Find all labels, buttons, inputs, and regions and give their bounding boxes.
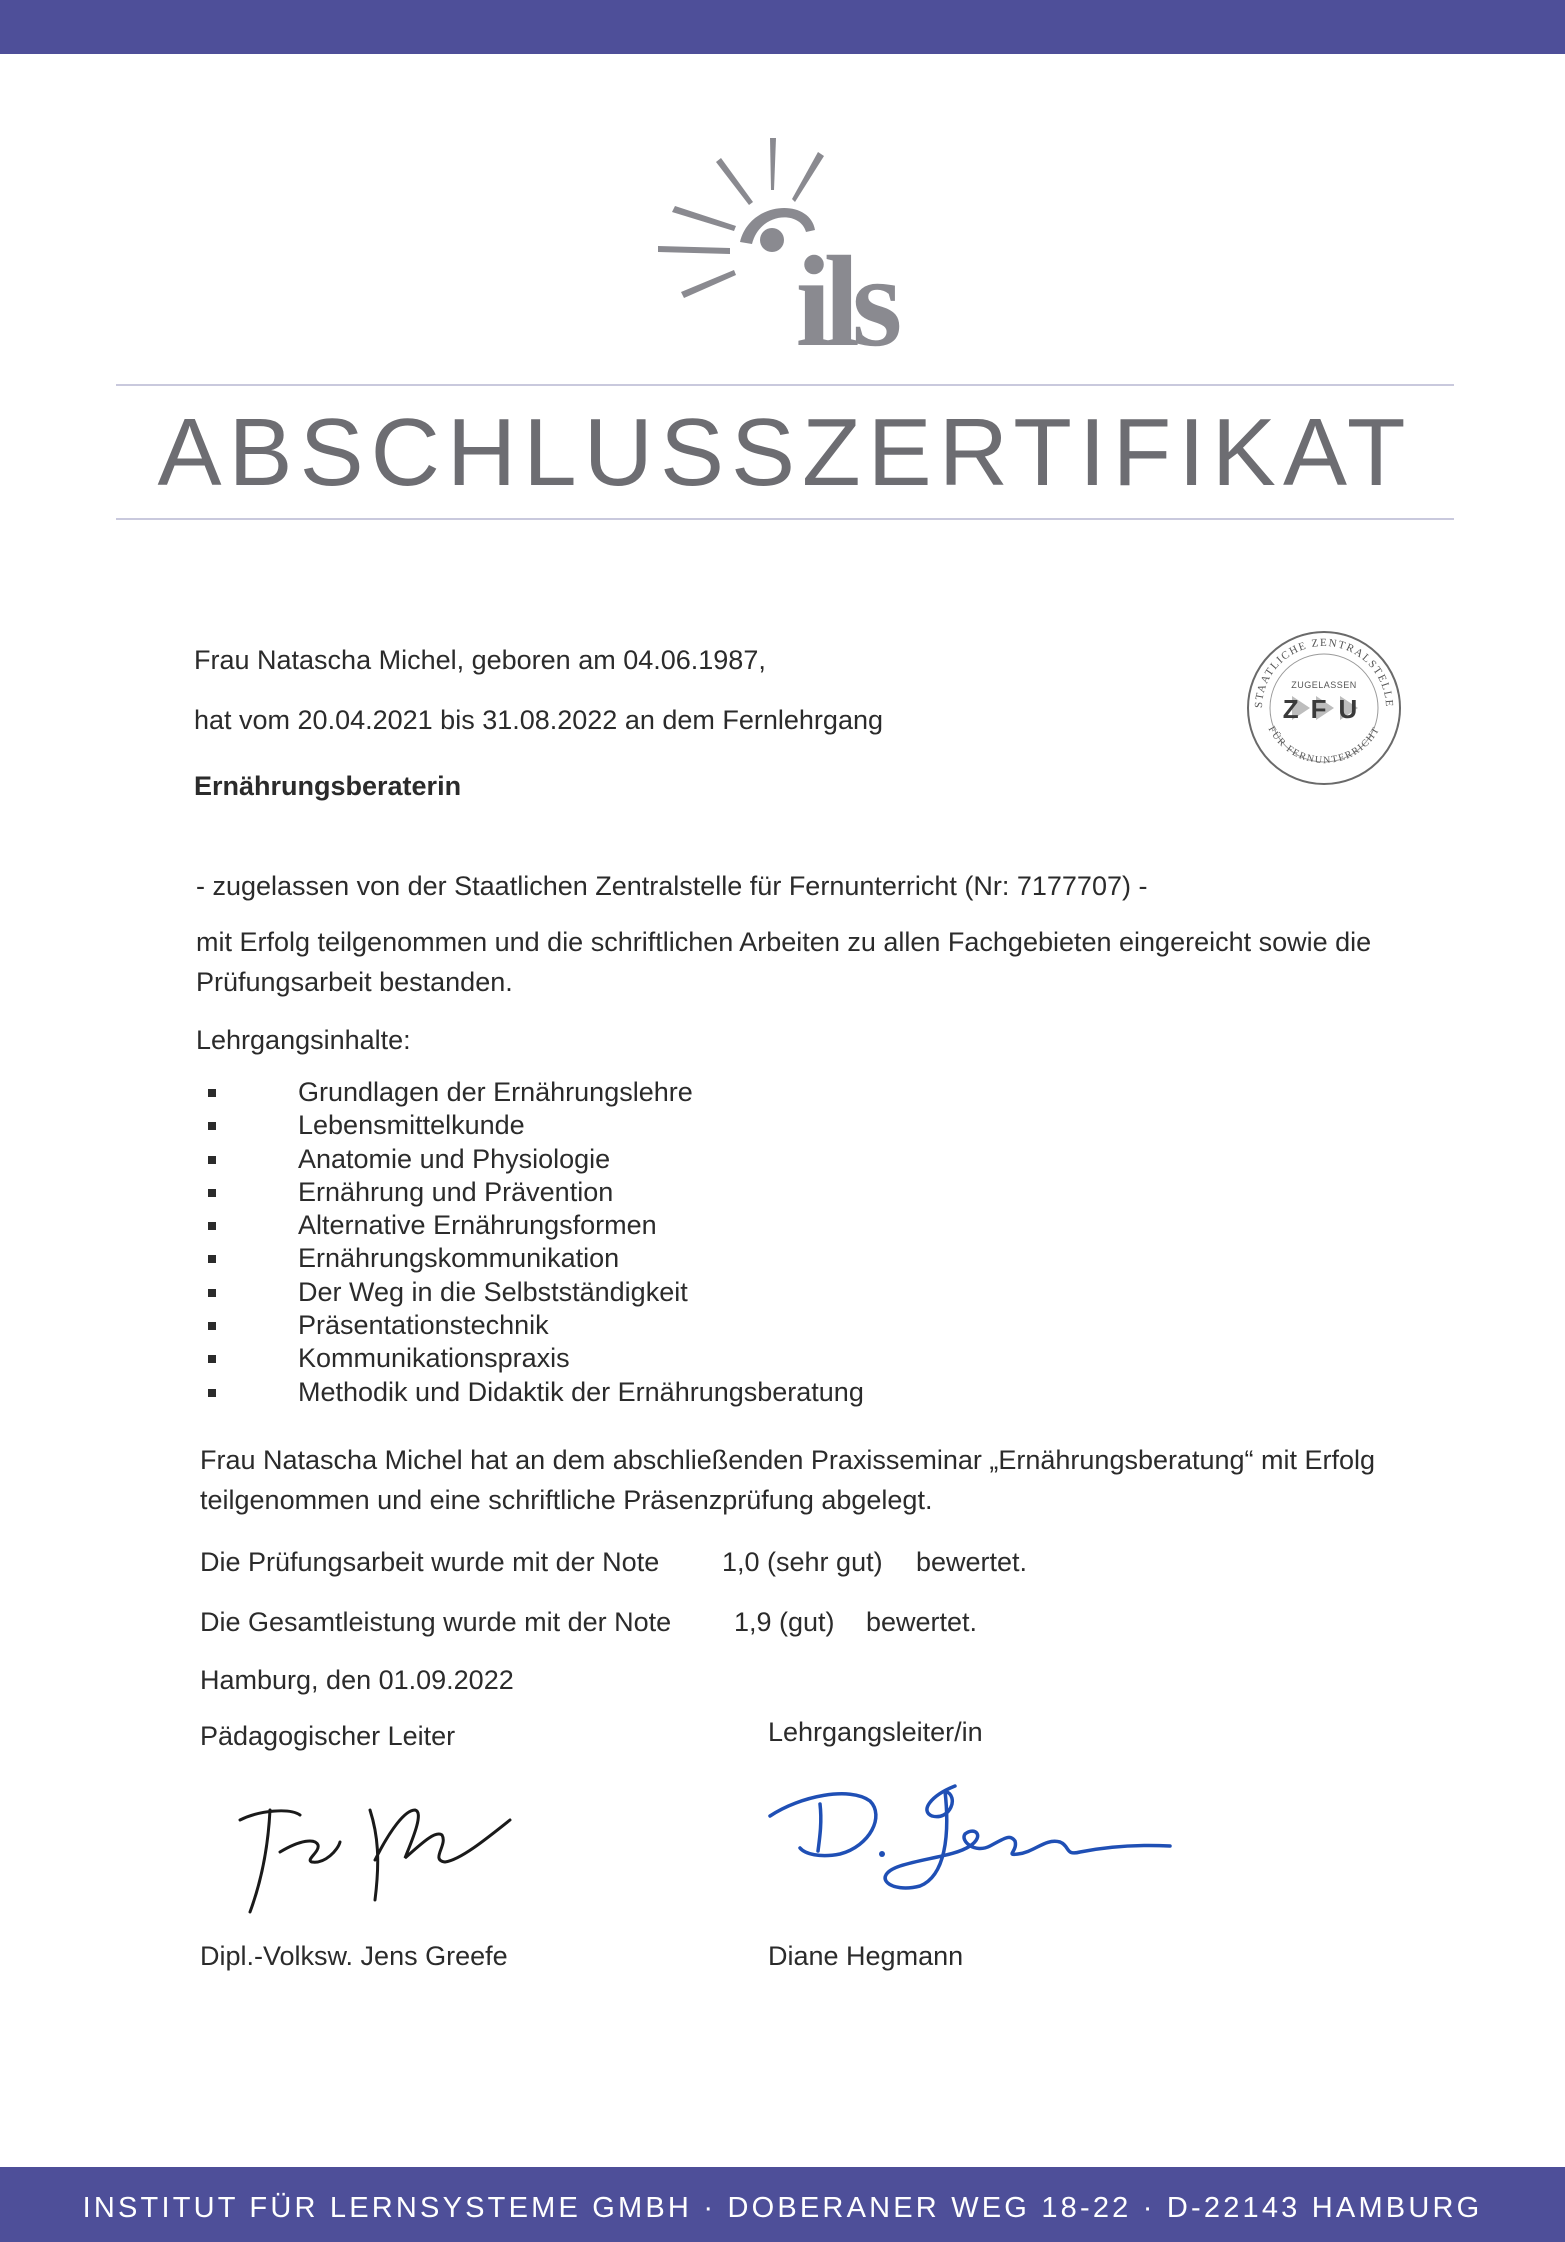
exam-grade-suffix: bewertet.: [916, 1547, 1028, 1577]
total-grade-prefix: Die Gesamtleistung wurde mit der Note: [200, 1607, 672, 1637]
bullet-icon: [208, 1222, 216, 1230]
bullet-icon: [208, 1355, 216, 1363]
approval-line: - zugelassen von der Staatlichen Zentralstelle für Fernunterricht (Nr: 7177707) -: [196, 871, 1148, 901]
place-date: Hamburg, den 01.09.2022: [200, 1665, 514, 1695]
bullet-icon: [208, 1255, 216, 1263]
contents-heading: Lehrgangsinhalte:: [196, 1025, 411, 1055]
right-signer-name: Diane Hegmann: [768, 1941, 964, 1971]
total-grade-suffix: bewertet.: [866, 1607, 978, 1637]
seal-top-text: ZUGELASSEN: [1291, 680, 1357, 690]
bullet-icon: [208, 1189, 216, 1197]
bullet-icon: [208, 1089, 216, 1097]
bullet-icon: [208, 1389, 216, 1397]
bullet-icon: [208, 1322, 216, 1330]
ils-logo: [640, 130, 920, 360]
recipient-line: Frau Natascha Michel, geboren am 04.06.1987,: [194, 645, 766, 675]
svg-text:FÜR FERNUNTERRICHT: [1266, 725, 1383, 767]
top-band: [0, 0, 1565, 54]
success-paragraph: mit Erfolg teilgenommen und die schriftlichen Arbeiten zu allen Fachgebieten eingereicht sowie die Prüfungsarbeit bestanden.: [196, 927, 1372, 997]
bullet-icon: [208, 1156, 216, 1164]
right-signature: [760, 1776, 1180, 1916]
bullet-icon: [208, 1289, 216, 1297]
seal-arc-text: STAATLICHE ZENTRALSTELLE: [1252, 636, 1396, 709]
course-name: Ernährungsberaterin: [194, 771, 462, 801]
left-signature: [220, 1790, 540, 1920]
footer-address: INSTITUT FÜR LERNSYSTEME GMBH · DOBERANER WEG 18-22 · D-22143 HAMBURG: [82, 2192, 1483, 2224]
zfu-seal: [1244, 628, 1404, 788]
bullet-icon: [208, 1122, 216, 1130]
seal-bottom-text: FÜR FERNUNTERRICHT: [1265, 724, 1383, 767]
seminar-paragraph: Frau Natascha Michel hat an dem abschließenden Praxisseminar „Ernährungsberatung“ mit Erfolg teilgenommen und eine schriftliche Präsenzprüfung abgelegt.: [200, 1445, 1376, 1515]
page-title: ABSCHLUSSZERTIFIKAT: [157, 399, 1413, 506]
title-rule-bottom: [116, 518, 1454, 520]
total-grade: 1,9 (gut): [734, 1607, 835, 1637]
title-rule-top: [116, 384, 1454, 386]
left-signer-role: Pädagogischer Leiter: [200, 1721, 456, 1751]
exam-grade-prefix: Die Prüfungsarbeit wurde mit der Note: [200, 1547, 660, 1577]
period-line: hat vom 20.04.2021 bis 31.08.2022 an dem Fernlehrgang: [194, 705, 883, 735]
logo-text: ils: [795, 230, 895, 360]
seal-letters: ZFU: [1282, 694, 1370, 724]
right-signer-role: Lehrgangsleiter/in: [768, 1717, 983, 1747]
left-signer-name: Dipl.-Volksw. Jens Greefe: [200, 1941, 508, 1971]
exam-grade: 1,0 (sehr gut): [722, 1547, 883, 1577]
